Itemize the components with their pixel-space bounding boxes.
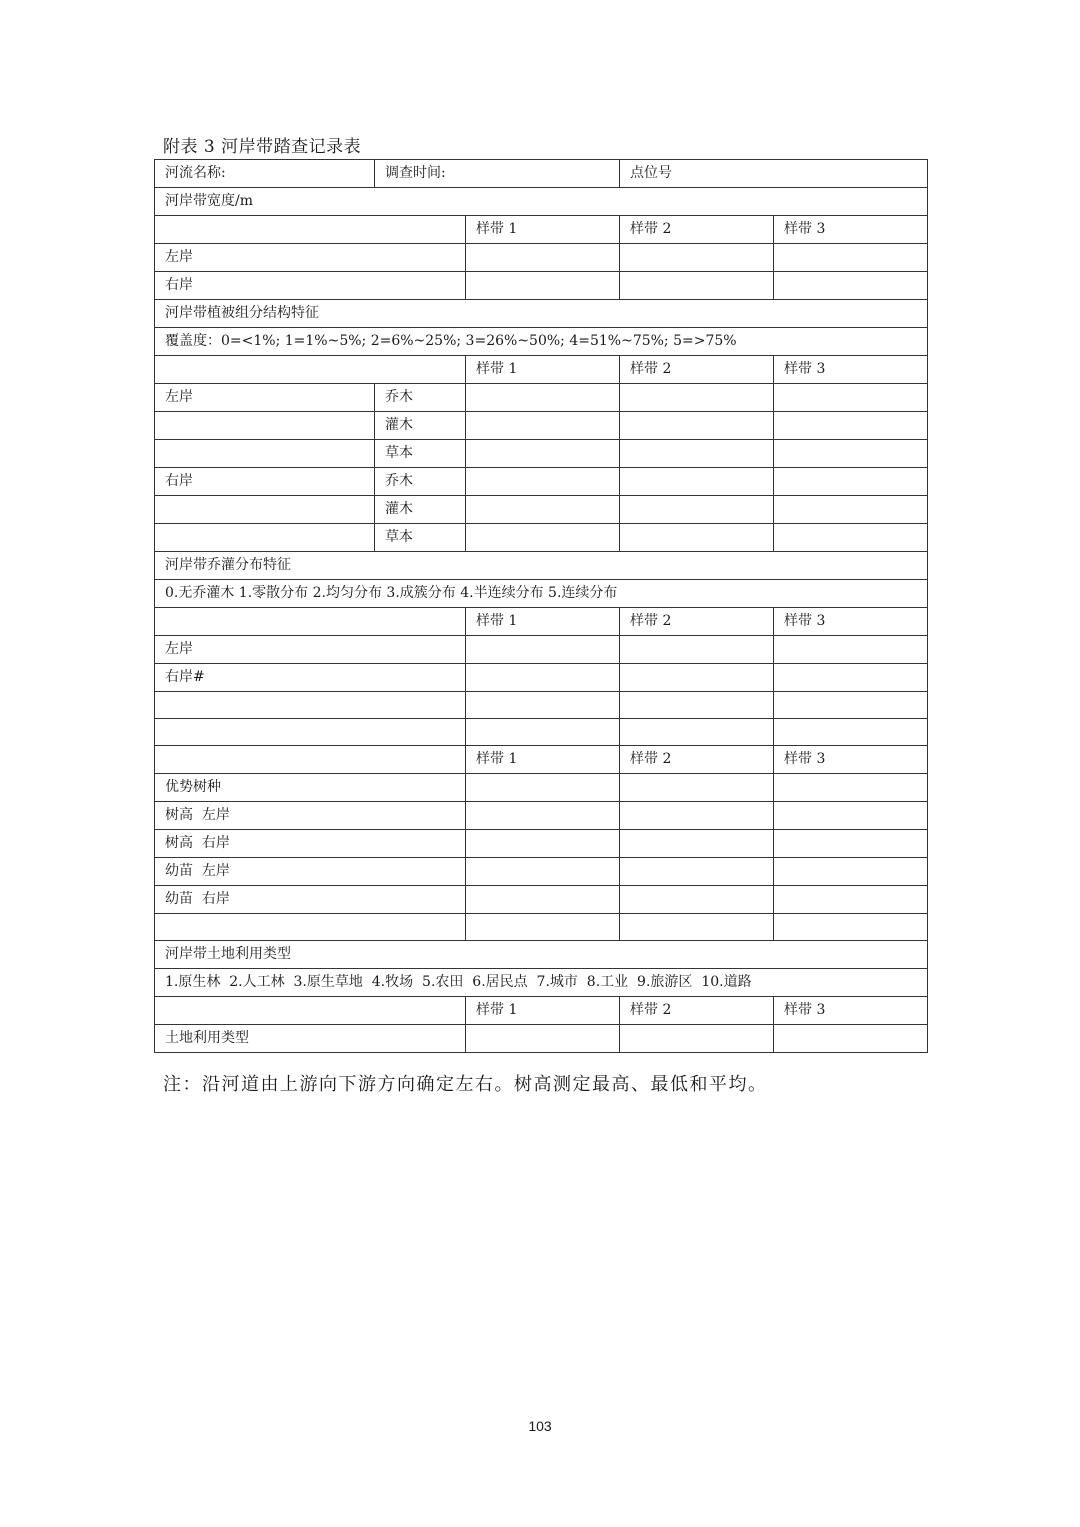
entry-cell[interactable]	[466, 830, 620, 858]
strip-2-header: 样带 2	[620, 746, 774, 774]
strip-2-header: 样带 2	[620, 356, 774, 384]
entry-cell[interactable]	[466, 496, 620, 524]
table-row	[155, 1025, 928, 1053]
entry-cell[interactable]	[466, 1025, 620, 1053]
entry-cell[interactable]	[466, 719, 620, 746]
seedling-left-label: 幼苗 左岸	[155, 858, 466, 886]
table-cell	[155, 496, 375, 524]
strip-3-header: 样带 3	[774, 997, 928, 1025]
river-name-field[interactable]: 河流名称:	[155, 160, 375, 188]
table-row	[155, 440, 928, 468]
table-row	[155, 244, 928, 272]
entry-cell[interactable]	[466, 524, 620, 552]
tree-height-left-label: 树高 左岸	[155, 802, 466, 830]
entry-cell[interactable]	[774, 636, 928, 664]
entry-cell[interactable]	[620, 664, 774, 692]
entry-cell[interactable]	[466, 636, 620, 664]
entry-cell[interactable]	[774, 496, 928, 524]
table-row	[155, 272, 928, 300]
strip-header-row	[155, 608, 928, 636]
entry-cell[interactable]	[620, 496, 774, 524]
entry-cell[interactable]	[620, 1025, 774, 1053]
dominant-species-label: 优势树种	[155, 774, 466, 802]
entry-cell[interactable]	[774, 468, 928, 496]
strip-header-row	[155, 356, 928, 384]
entry-cell[interactable]	[774, 858, 928, 886]
entry-cell[interactable]	[466, 412, 620, 440]
entry-cell[interactable]	[774, 914, 928, 941]
page-number: 103	[528, 1418, 552, 1434]
entry-cell[interactable]	[466, 468, 620, 496]
table-cell	[155, 997, 466, 1025]
strip-1-header: 样带 1	[466, 608, 620, 636]
table-row	[155, 830, 928, 858]
entry-cell[interactable]	[620, 914, 774, 941]
veg-right-bank-label: 右岸	[155, 468, 375, 496]
entry-cell[interactable]	[620, 244, 774, 272]
entry-cell[interactable]	[774, 384, 928, 412]
strip-2-header: 样带 2	[620, 997, 774, 1025]
strip-header-row	[155, 746, 928, 774]
entry-cell[interactable]	[620, 636, 774, 664]
entry-cell[interactable]	[620, 719, 774, 746]
veg-left-bank-label: 左岸	[155, 384, 375, 412]
entry-cell[interactable]	[466, 384, 620, 412]
width-left-bank-label: 左岸	[155, 244, 466, 272]
entry-cell[interactable]	[620, 412, 774, 440]
layer-label: 灌木	[375, 412, 466, 440]
table-row	[155, 468, 928, 496]
entry-cell[interactable]	[466, 914, 620, 941]
strip-2-header: 样带 2	[620, 608, 774, 636]
entry-cell[interactable]	[466, 272, 620, 300]
veg-section-title: 河岸带植被组分结构特征	[155, 300, 928, 328]
strip-header-row	[155, 997, 928, 1025]
land-use-label: 土地利用类型	[155, 1025, 466, 1053]
layer-label: 乔木	[375, 384, 466, 412]
layer-label: 乔木	[375, 468, 466, 496]
entry-cell[interactable]	[774, 244, 928, 272]
width-section-title: 河岸带宽度/m	[155, 188, 928, 216]
table-row	[155, 636, 928, 664]
table-cell	[155, 216, 466, 244]
strip-1-header: 样带 1	[466, 216, 620, 244]
entry-cell[interactable]	[466, 692, 620, 719]
table-row	[155, 886, 928, 914]
dist-options: 0.无乔灌木 1.零散分布 2.均匀分布 3.成簇分布 4.半连续分布 5.连续分布	[155, 580, 928, 608]
strip-header-row	[155, 216, 928, 244]
table-cell	[155, 914, 466, 941]
footnote: 注：沿河道由上游向下游方向确定左右。树高测定最高、最低和平均。	[163, 1074, 768, 1095]
strip-2-header: 样带 2	[620, 216, 774, 244]
entry-cell[interactable]	[774, 440, 928, 468]
dist-right-bank-label: 右岸#	[155, 664, 466, 692]
table-row	[155, 774, 928, 802]
table-cell	[155, 524, 375, 552]
table-row	[155, 858, 928, 886]
table-row	[155, 719, 928, 746]
entry-cell[interactable]	[774, 1025, 928, 1053]
strip-3-header: 样带 3	[774, 216, 928, 244]
coverage-legend: 覆盖度：0=<1%; 1=1%~5%; 2=6%~25%; 3=26%~50%; 4=51%~75%; 5=>75%	[155, 328, 928, 356]
entry-cell[interactable]	[620, 830, 774, 858]
table-cell	[155, 412, 375, 440]
riparian-survey-form	[154, 159, 928, 1053]
entry-cell[interactable]	[620, 440, 774, 468]
entry-cell[interactable]	[466, 440, 620, 468]
entry-cell[interactable]	[774, 272, 928, 300]
table-cell	[155, 692, 466, 719]
tree-height-right-label: 树高 右岸	[155, 830, 466, 858]
entry-cell[interactable]	[466, 886, 620, 914]
entry-cell[interactable]	[620, 858, 774, 886]
entry-cell[interactable]	[774, 719, 928, 746]
table-row	[155, 802, 928, 830]
strip-3-header: 样带 3	[774, 746, 928, 774]
form-header-row	[155, 160, 928, 188]
width-right-bank-label: 右岸	[155, 272, 466, 300]
entry-cell[interactable]	[620, 468, 774, 496]
table-row	[155, 692, 928, 719]
strip-3-header: 样带 3	[774, 608, 928, 636]
entry-cell[interactable]	[466, 244, 620, 272]
entry-cell[interactable]	[774, 412, 928, 440]
table-cell	[155, 356, 466, 384]
table-row	[155, 914, 928, 941]
strip-1-header: 样带 1	[466, 356, 620, 384]
entry-cell[interactable]	[774, 802, 928, 830]
entry-cell[interactable]	[466, 858, 620, 886]
entry-cell[interactable]	[466, 802, 620, 830]
table-caption: 附表 3 河岸带踏查记录表	[163, 137, 362, 157]
entry-cell[interactable]	[774, 774, 928, 802]
table-row	[155, 664, 928, 692]
entry-cell[interactable]	[620, 692, 774, 719]
table-row	[155, 524, 928, 552]
entry-cell[interactable]	[774, 886, 928, 914]
survey-time-field[interactable]: 调查时间:	[375, 160, 620, 188]
land-options: 1.原生林 2.人工林 3.原生草地 4.牧场 5.农田 6.居民点 7.城市 8.工业 9.旅游区 10.道路	[155, 969, 928, 997]
entry-cell[interactable]	[620, 774, 774, 802]
table-row	[155, 412, 928, 440]
table-cell	[155, 719, 466, 746]
entry-cell[interactable]	[774, 692, 928, 719]
land-section-title: 河岸带土地利用类型	[155, 941, 928, 969]
strip-1-header: 样带 1	[466, 997, 620, 1025]
layer-label: 灌木	[375, 496, 466, 524]
dist-left-bank-label: 左岸	[155, 636, 466, 664]
entry-cell[interactable]	[774, 830, 928, 858]
table-row	[155, 496, 928, 524]
table-row	[155, 384, 928, 412]
entry-cell[interactable]	[620, 384, 774, 412]
point-number-field[interactable]: 点位号	[620, 160, 928, 188]
table-cell	[155, 440, 375, 468]
entry-cell[interactable]	[466, 664, 620, 692]
entry-cell[interactable]	[620, 272, 774, 300]
entry-cell[interactable]	[774, 664, 928, 692]
entry-cell[interactable]	[620, 524, 774, 552]
entry-cell[interactable]	[466, 774, 620, 802]
table-cell	[155, 746, 466, 774]
layer-label: 草本	[375, 524, 466, 552]
strip-3-header: 样带 3	[774, 356, 928, 384]
table-cell	[155, 608, 466, 636]
layer-label: 草本	[375, 440, 466, 468]
entry-cell[interactable]	[620, 802, 774, 830]
entry-cell[interactable]	[774, 524, 928, 552]
seedling-right-label: 幼苗 右岸	[155, 886, 466, 914]
strip-1-header: 样带 1	[466, 746, 620, 774]
dist-section-title: 河岸带乔灌分布特征	[155, 552, 928, 580]
entry-cell[interactable]	[620, 886, 774, 914]
